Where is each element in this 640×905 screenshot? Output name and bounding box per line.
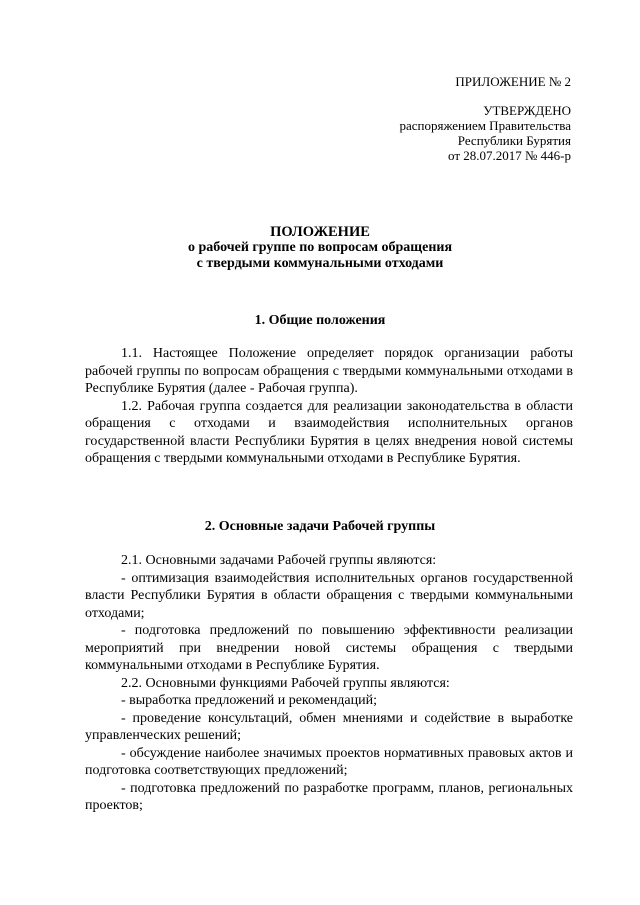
list-item: - оптимизация взаимодействия исполнительных органов государственной власти Республики Бурятия в области обращения с твердыми коммунальными отходами;	[85, 570, 573, 621]
section-2-heading: 2. Основные задачи Рабочей группы	[204, 519, 436, 534]
approval-stamp	[399, 103, 571, 163]
approved-label: УТВЕРЖДЕНО	[483, 103, 571, 118]
section-2-body	[85, 552, 573, 815]
list-item: - проведение консультаций, обмен мнениями и содействие в выработке управленческих решений;	[85, 710, 573, 743]
list-item: - выработка предложений и рекомендаций;	[121, 693, 378, 708]
approved-by-line1: распоряжением Правительства	[399, 118, 571, 133]
title-main: ПОЛОЖЕНИЕ	[270, 224, 370, 240]
paragraph-1-1: 1.1. Настоящее Положение определяет порядок организации работы рабочей группы по вопросам обращения с твердыми коммунальными отходами в Республике Бурятия (далее - Рабочая группа).	[85, 346, 573, 396]
paragraph-2-2: 2.2. Основными функциями Рабочей группы являются:	[121, 675, 450, 691]
document-title	[0, 224, 640, 272]
appendix-number: ПРИЛОЖЕНИЕ № 2	[455, 74, 571, 89]
list-item: - обсуждение наиболее значимых проектов нормативных правовых актов и подготовка соответствующих предложений;	[85, 745, 573, 778]
approved-by-line2: Республики Бурятия	[457, 133, 571, 148]
section-1-body	[85, 345, 573, 468]
section-1-heading: 1. Общие положения	[254, 313, 386, 328]
appendix-label	[455, 74, 571, 89]
title-line2: о рабочей группе по вопросам обращения	[187, 240, 453, 255]
list-item: - подготовка предложений по разработке программ, планов, региональных проектов;	[85, 780, 573, 813]
paragraph-2-1: 2.1. Основными задачами Рабочей группы являются:	[121, 553, 437, 568]
title-line3: с твердыми коммунальными отходами	[196, 256, 444, 271]
paragraph-1-2: 1.2. Рабочая группа создается для реализации законодательства в области обращения с отходами и взаимодействия исполнительных органов государственной власти Республики Бурятия в целях внедрения новой системы обращения с твердыми коммунальными отходами в Республике Бурятия.	[85, 398, 573, 466]
approved-date: от 28.07.2017 № 446-р	[448, 148, 571, 163]
list-item: - подготовка предложений по повышению эффективности реализации мероприятий при внедрении новой системы обращения с твердыми коммунальными отходами в Республике Бурятия.	[85, 623, 573, 673]
